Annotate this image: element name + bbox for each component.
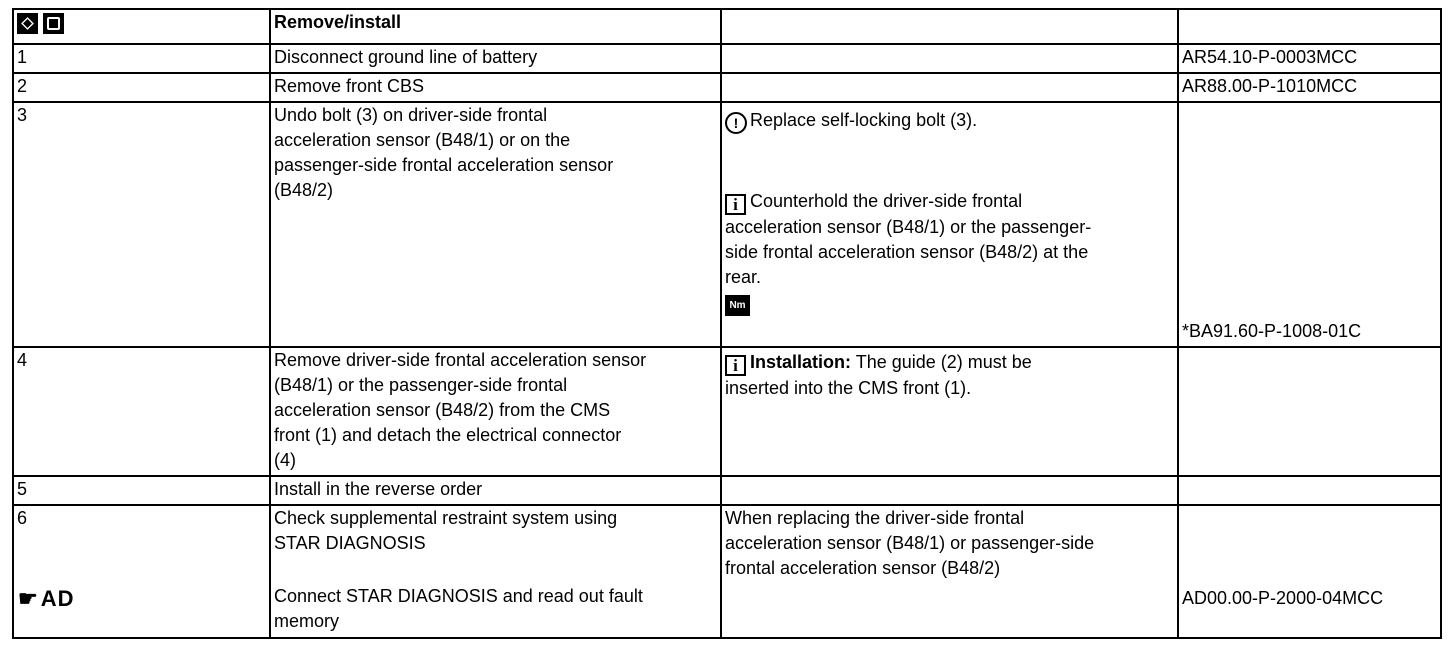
- info-icon: i: [725, 194, 746, 215]
- installation-label: Installation:: [750, 352, 852, 372]
- collapse-icon[interactable]: [43, 13, 64, 34]
- table-row: [13, 476, 1441, 505]
- header-ref-cell: [1178, 9, 1441, 44]
- table-row: [13, 102, 1441, 347]
- step-action: Disconnect ground line of battery: [274, 47, 538, 67]
- step-number: 4: [17, 350, 28, 370]
- expand-icon[interactable]: [17, 13, 38, 34]
- step-notes: i Installation: The guide (2) must be inserted into the CMS front (1).: [721, 347, 1178, 476]
- step-number: 3: [17, 105, 28, 125]
- procedure-table: [12, 8, 1442, 639]
- step-action: Undo bolt (3) on driver-side frontal acceleration sensor (B48/1) or on the passenger-side frontal acceleration sensor (B48/2): [270, 102, 721, 347]
- step-number: 1: [17, 47, 28, 67]
- diagnosis-hand-icon[interactable]: ☛AD: [18, 586, 75, 611]
- sub-action: Connect STAR DIAGNOSIS and read out fault: [274, 586, 643, 606]
- step-notes: ! Replace self-locking bolt (3). i Counterhold the driver-side frontal acceleration sensor (B48/1) or the passenger- side frontal acceleration sensor (B48/2) at the rear. Nm: [721, 102, 1178, 347]
- step-number: 2: [17, 76, 28, 96]
- header-title: Remove/install: [274, 12, 402, 32]
- step-action: Check supplemental restraint system using STAR DIAGNOSIS Connect STAR DIAGNOSIS and read out fault memory: [270, 505, 721, 638]
- table-row: [13, 347, 1441, 476]
- header-title-cell: [270, 9, 721, 44]
- step-number: 6: [17, 508, 28, 528]
- step-action: Remove front CBS: [274, 76, 425, 96]
- header-icons-cell: [13, 9, 270, 44]
- header-notes-cell: [721, 9, 1178, 44]
- info-icon: i: [725, 355, 746, 376]
- table-row: [13, 505, 1441, 638]
- warning-note: Replace self-locking bolt (3).: [750, 110, 978, 130]
- table-header-row: [13, 9, 1441, 44]
- reference-link[interactable]: *BA91.60-P-1008-01C: [1182, 321, 1362, 341]
- step-notes: When replacing the driver-side frontal acceleration sensor (B48/1) or passenger-side frontal acceleration sensor (B48/2): [721, 505, 1178, 638]
- torque-icon[interactable]: Nm: [725, 295, 750, 316]
- reference-link[interactable]: AD00.00-P-2000-04MCC: [1182, 588, 1384, 608]
- step-action: Remove driver-side frontal acceleration sensor (B48/1) or the passenger-side frontal acceleration sensor (B48/2) from the CMS front (1) and detach the electrical connector (4): [270, 347, 721, 476]
- warning-icon: !: [725, 112, 747, 134]
- step-number: 5: [17, 479, 28, 499]
- step-action: Install in the reverse order: [274, 479, 483, 499]
- reference-link[interactable]: AR54.10-P-0003MCC: [1182, 47, 1358, 67]
- table-row: [13, 73, 1441, 102]
- table-row: [13, 44, 1441, 73]
- reference-link[interactable]: AR88.00-P-1010MCC: [1182, 76, 1358, 96]
